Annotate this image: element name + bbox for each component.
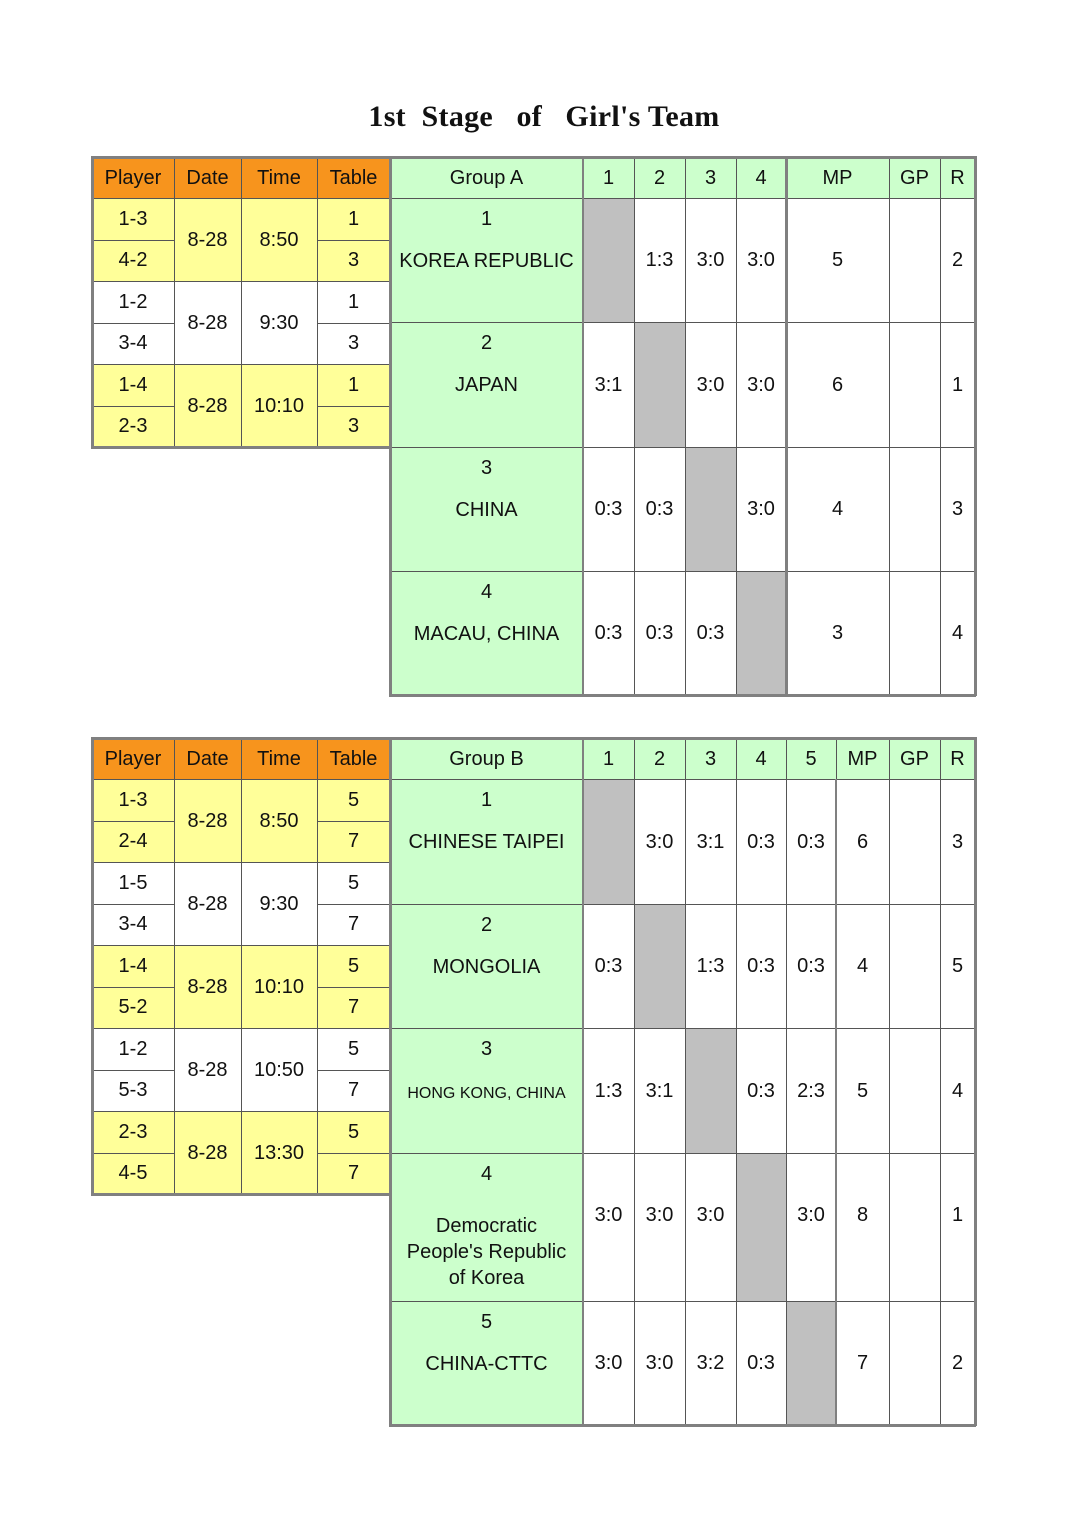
- team-name: CHINA-CTTC: [425, 1353, 548, 1375]
- grid-line: [390, 779, 975, 780]
- slot-date: 8-28: [174, 779, 241, 862]
- grid-line: [317, 738, 318, 1194]
- mp-cell: 6: [786, 322, 889, 447]
- team-name: JAPAN: [455, 374, 518, 396]
- grid-line: [317, 240, 390, 241]
- slot-date: 8-28: [174, 1111, 241, 1194]
- grid-line: [174, 157, 175, 447]
- score-cell: 1:3: [685, 904, 736, 1028]
- grid-line: [685, 738, 686, 1425]
- grid-line: [317, 987, 390, 988]
- match-table: 5: [317, 1111, 390, 1153]
- grid-line: [92, 987, 174, 988]
- match-table: 3: [317, 323, 390, 365]
- team-number: 2: [480, 332, 493, 354]
- grid-line: [389, 694, 976, 697]
- result-header-3: 3: [685, 738, 736, 779]
- group-label: Group B: [390, 738, 583, 779]
- match-table: 5: [317, 1028, 390, 1070]
- rank-cell: 1: [940, 322, 975, 447]
- score-cell: 3:2: [685, 1301, 736, 1425]
- score-cell: 3:0: [685, 198, 736, 322]
- score-cell: 0:3: [786, 779, 836, 904]
- team-number: 1: [480, 208, 493, 230]
- grid-line: [835, 779, 837, 1425]
- gp-cell: [889, 1028, 940, 1153]
- self-match-blank: [685, 1028, 736, 1153]
- match-player: 4-5: [92, 1153, 174, 1195]
- grid-line: [317, 1070, 390, 1071]
- rank-cell: 5: [940, 904, 975, 1028]
- score-cell: 0:3: [736, 1028, 786, 1153]
- grid-line: [736, 157, 737, 695]
- match-table: 3: [317, 406, 390, 448]
- gp-cell: [889, 1153, 940, 1301]
- score-cell: 3:0: [736, 322, 786, 447]
- mp-cell: 7: [836, 1301, 889, 1425]
- result-header-r: R: [940, 157, 975, 198]
- result-header-5: 5: [786, 738, 836, 779]
- grid-line: [786, 738, 787, 1425]
- self-match-blank: [736, 571, 786, 695]
- match-table: 5: [317, 862, 390, 904]
- mp-cell: 4: [786, 447, 889, 571]
- team-number: 2: [480, 914, 493, 936]
- team-cell: [390, 1153, 583, 1301]
- slot-time: 10:10: [241, 945, 317, 1028]
- match-player: 3-4: [92, 904, 174, 946]
- grid-line: [889, 738, 890, 1425]
- match-player: 3-4: [92, 323, 174, 365]
- match-table: 1: [317, 364, 390, 406]
- match-player: 1-4: [92, 945, 174, 987]
- grid-line: [389, 737, 976, 740]
- score-cell: 0:3: [634, 447, 685, 571]
- grid-line: [940, 738, 941, 1425]
- score-cell: 0:3: [736, 779, 786, 904]
- score-cell: 3:0: [634, 1153, 685, 1301]
- result-header-1: 1: [583, 157, 634, 198]
- score-cell: 0:3: [736, 1301, 786, 1425]
- score-cell: 0:3: [736, 904, 786, 1028]
- match-player: 2-3: [92, 1111, 174, 1153]
- rank-cell: 2: [940, 198, 975, 322]
- grid-line: [940, 157, 941, 695]
- schedule-header-table: Table: [317, 738, 390, 779]
- team-number: 1: [480, 789, 493, 811]
- mp-cell: 5: [786, 198, 889, 322]
- grid-line: [390, 198, 975, 199]
- grid-line: [317, 904, 390, 905]
- score-cell: 3:0: [736, 447, 786, 571]
- slot-date: 8-28: [174, 862, 241, 945]
- slot-time: 9:30: [241, 281, 317, 364]
- schedule-header-date: Date: [174, 157, 241, 198]
- grid-line: [582, 738, 584, 1425]
- slot-date: 8-28: [174, 364, 241, 447]
- result-header-2: 2: [634, 738, 685, 779]
- grid-line: [91, 737, 391, 740]
- score-cell: 3:1: [583, 322, 634, 447]
- slot-time: 13:30: [241, 1111, 317, 1194]
- match-player: 4-2: [92, 240, 174, 282]
- gp-cell: [889, 322, 940, 447]
- gp-cell: [889, 779, 940, 904]
- score-cell: 3:0: [736, 198, 786, 322]
- team-cell: [390, 571, 583, 695]
- score-cell: 3:0: [583, 1301, 634, 1425]
- result-header-gp: GP: [889, 157, 940, 198]
- grid-line: [317, 406, 390, 407]
- match-player: 2-3: [92, 406, 174, 448]
- gp-cell: [889, 571, 940, 695]
- grid-line: [390, 571, 975, 572]
- score-cell: 3:0: [583, 1153, 634, 1301]
- result-header-2: 2: [634, 157, 685, 198]
- score-cell: 3:1: [634, 1028, 685, 1153]
- score-cell: 3:0: [634, 1301, 685, 1425]
- grid-line: [389, 1424, 976, 1427]
- team-cell: [390, 447, 583, 571]
- result-header-3: 3: [685, 157, 736, 198]
- self-match-blank: [583, 198, 634, 322]
- slot-time: 8:50: [241, 779, 317, 862]
- mp-cell: 8: [836, 1153, 889, 1301]
- self-match-blank: [583, 779, 634, 904]
- slot-time: 10:10: [241, 364, 317, 447]
- team-name: KOREA REPUBLIC: [399, 250, 574, 272]
- team-number: 4: [480, 1163, 493, 1185]
- match-table: 7: [317, 904, 390, 946]
- match-player: 1-2: [92, 1028, 174, 1070]
- group-label: Group A: [390, 157, 583, 198]
- gp-cell: [889, 904, 940, 1028]
- gp-cell: [889, 447, 940, 571]
- team-name: HONG KONG, CHINA: [407, 1085, 566, 1102]
- team-cell: [390, 1301, 583, 1425]
- result-header-4: 4: [736, 157, 786, 198]
- team-name: MACAU, CHINA: [413, 623, 560, 645]
- slot-date: 8-28: [174, 198, 241, 281]
- grid-line: [92, 1153, 174, 1154]
- mp-cell: 3: [786, 571, 889, 695]
- self-match-blank: [634, 904, 685, 1028]
- rank-cell: 4: [940, 571, 975, 695]
- rank-cell: 3: [940, 447, 975, 571]
- score-cell: 0:3: [786, 904, 836, 1028]
- schedule-header-time: Time: [241, 738, 317, 779]
- grid-line: [582, 157, 584, 695]
- gp-cell: [889, 198, 940, 322]
- score-cell: 0:3: [634, 571, 685, 695]
- grid-line: [91, 446, 391, 449]
- slot-date: 8-28: [174, 945, 241, 1028]
- schedule-header-player: Player: [92, 157, 174, 198]
- schedule-header-table: Table: [317, 157, 390, 198]
- team-cell: [390, 198, 583, 322]
- team-cell: [390, 779, 583, 904]
- schedule-header-date: Date: [174, 738, 241, 779]
- score-cell: 2:3: [786, 1028, 836, 1153]
- grid-line: [634, 738, 635, 1425]
- grid-line: [92, 240, 174, 241]
- match-player: 1-5: [92, 862, 174, 904]
- match-player: 5-2: [92, 987, 174, 1029]
- self-match-blank: [736, 1153, 786, 1301]
- slot-date: 8-28: [174, 281, 241, 364]
- self-match-blank: [786, 1301, 836, 1425]
- schedule-header-player: Player: [92, 738, 174, 779]
- result-header-r: R: [940, 738, 975, 779]
- grid-line: [685, 157, 686, 695]
- grid-line: [91, 737, 94, 1195]
- slot-time: 10:50: [241, 1028, 317, 1111]
- page-title: 1st Stage of Girl's Team: [368, 100, 720, 133]
- slot-date: 8-28: [174, 1028, 241, 1111]
- grid-line: [92, 821, 174, 822]
- grid-line: [174, 738, 175, 1194]
- grid-line: [241, 738, 242, 1194]
- score-cell: 0:3: [685, 571, 736, 695]
- grid-line: [390, 1153, 975, 1154]
- grid-line: [390, 1301, 975, 1302]
- grid-line: [91, 1193, 391, 1196]
- score-cell: 3:0: [685, 322, 736, 447]
- score-cell: 0:3: [583, 571, 634, 695]
- rank-cell: 2: [940, 1301, 975, 1425]
- score-cell: 3:1: [685, 779, 736, 904]
- team-number: 4: [480, 581, 493, 603]
- grid-line: [91, 156, 94, 448]
- grid-line: [389, 156, 392, 696]
- grid-line: [390, 904, 975, 905]
- match-table: 1: [317, 281, 390, 323]
- match-table: 5: [317, 945, 390, 987]
- grid-line: [390, 322, 975, 323]
- score-cell: 1:3: [583, 1028, 634, 1153]
- match-table: 7: [317, 987, 390, 1029]
- grid-line: [390, 447, 975, 448]
- schedule-header-time: Time: [241, 157, 317, 198]
- grid-line: [92, 406, 174, 407]
- score-cell: 0:3: [583, 904, 634, 1028]
- result-header-1: 1: [583, 738, 634, 779]
- team-cell: [390, 904, 583, 1028]
- grid-line: [736, 738, 737, 1425]
- mp-cell: 5: [836, 1028, 889, 1153]
- team-name: Democratic People's Republic of Korea: [406, 1215, 567, 1289]
- match-table: 3: [317, 240, 390, 282]
- slot-time: 9:30: [241, 862, 317, 945]
- grid-line: [317, 323, 390, 324]
- grid-line: [92, 779, 390, 780]
- match-player: 1-3: [92, 779, 174, 821]
- grid-line: [390, 1028, 975, 1029]
- rank-cell: 1: [940, 1153, 975, 1301]
- grid-line: [974, 737, 977, 1426]
- match-player: 1-4: [92, 364, 174, 406]
- match-table: 7: [317, 1153, 390, 1195]
- grid-line: [889, 157, 890, 695]
- grid-line: [317, 821, 390, 822]
- grid-line: [634, 157, 635, 695]
- slot-time: 8:50: [241, 198, 317, 281]
- match-table: 5: [317, 779, 390, 821]
- match-player: 5-3: [92, 1070, 174, 1112]
- rank-cell: 3: [940, 779, 975, 904]
- rank-cell: 4: [940, 1028, 975, 1153]
- grid-line: [317, 157, 318, 447]
- team-number: 3: [480, 1038, 493, 1060]
- gp-cell: [889, 1301, 940, 1425]
- match-player: 1-3: [92, 198, 174, 240]
- score-cell: 0:3: [583, 447, 634, 571]
- grid-line: [317, 1153, 390, 1154]
- grid-line: [389, 156, 976, 159]
- team-cell: [390, 1028, 583, 1153]
- grid-line: [241, 157, 242, 447]
- self-match-blank: [634, 322, 685, 447]
- grid-line: [92, 904, 174, 905]
- result-header-4: 4: [736, 738, 786, 779]
- score-cell: 1:3: [634, 198, 685, 322]
- grid-line: [974, 156, 977, 696]
- grid-line: [92, 198, 390, 199]
- match-table: 1: [317, 198, 390, 240]
- grid-line: [92, 323, 174, 324]
- grid-line: [785, 157, 788, 695]
- team-number: 5: [480, 1311, 493, 1333]
- mp-cell: 6: [836, 779, 889, 904]
- self-match-blank: [685, 447, 736, 571]
- grid-line: [91, 156, 391, 159]
- score-cell: 3:0: [786, 1153, 836, 1301]
- score-cell: 3:0: [634, 779, 685, 904]
- result-header-mp: MP: [786, 157, 889, 198]
- result-header-gp: GP: [889, 738, 940, 779]
- match-table: 7: [317, 821, 390, 863]
- team-cell: [390, 322, 583, 447]
- team-name: CHINESE TAIPEI: [408, 831, 565, 853]
- grid-line: [389, 737, 392, 1426]
- match-player: 2-4: [92, 821, 174, 863]
- team-name: CHINA: [455, 499, 518, 521]
- team-number: 3: [480, 457, 493, 479]
- result-header-mp: MP: [836, 738, 889, 779]
- match-table: 7: [317, 1070, 390, 1112]
- team-name: MONGOLIA: [432, 956, 541, 978]
- grid-line: [92, 1070, 174, 1071]
- match-player: 1-2: [92, 281, 174, 323]
- score-cell: 3:0: [685, 1153, 736, 1301]
- mp-cell: 4: [836, 904, 889, 1028]
